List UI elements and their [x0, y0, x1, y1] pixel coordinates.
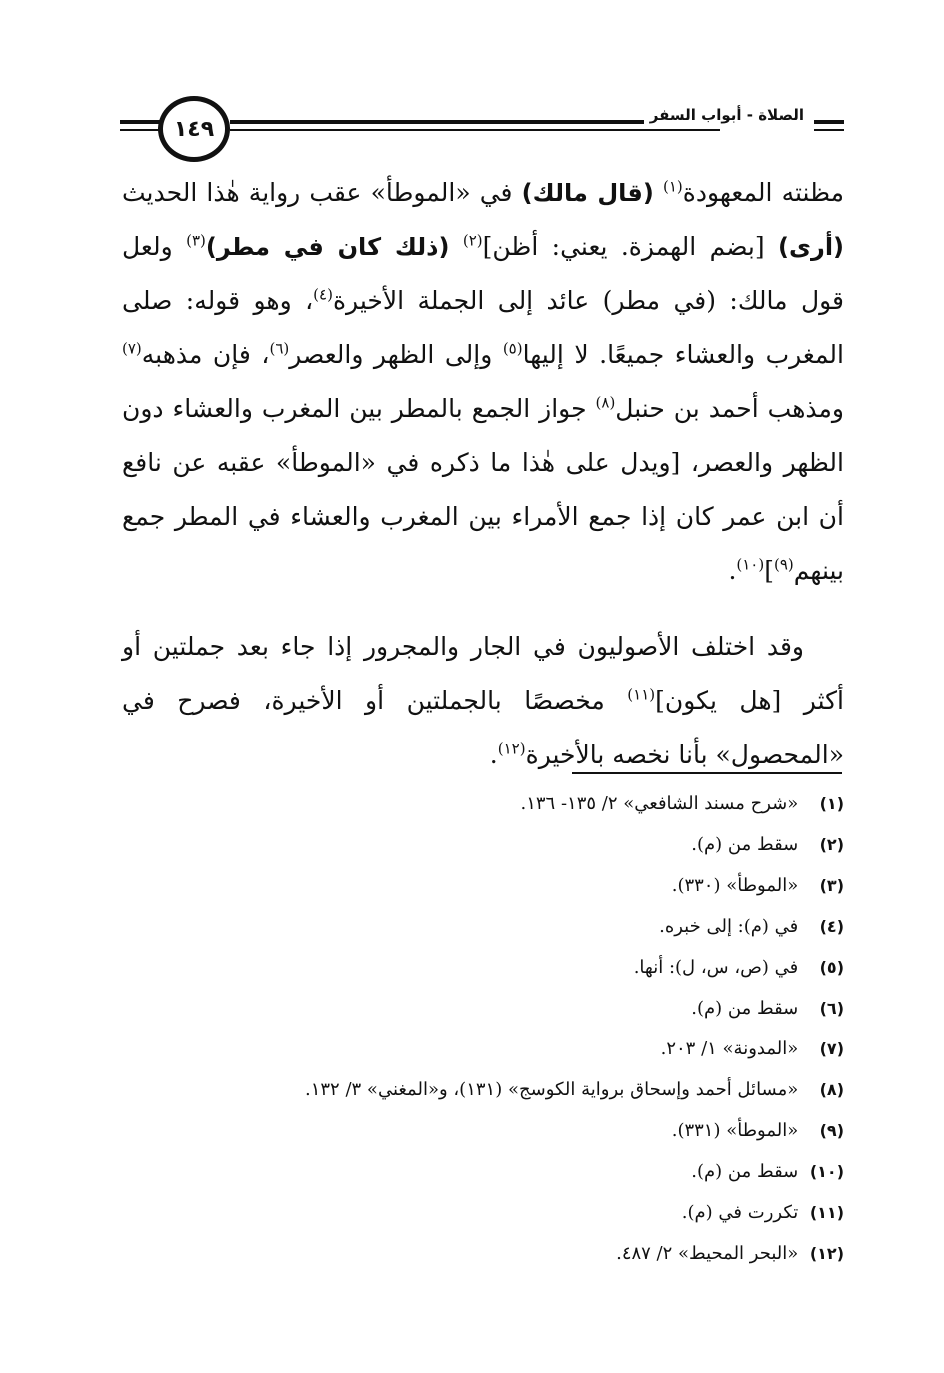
header-rule — [120, 129, 160, 131]
footnote-item — [122, 907, 844, 948]
text-run: مظنته المعهودة — [682, 178, 844, 207]
text-run: [بضم الهمزة. يعني: أظن] — [482, 232, 779, 261]
footnote-number: (٤) — [819, 916, 844, 936]
footnote-number: (٢) — [819, 834, 844, 854]
text-run: ومذهب أحمد بن حنبل — [615, 394, 844, 423]
footnote-item — [122, 1111, 844, 1152]
footnote-ref-9: (٩) — [774, 555, 794, 574]
footnote-ref-3: (٣) — [186, 231, 206, 250]
text-run: جواز الجمع بالمطر بين المغرب والعشاء دون الظهر والعصر، [ويدل على هٰذا ما ذكره في «الموطأ» عقبه عن نافع أن ابن عمر كان إذا جمع الأمراء بين المغرب والعشاء في المطر جمع بينهم — [122, 394, 844, 585]
footnote-item — [122, 948, 844, 989]
footnote-ref-1: (١) — [662, 177, 683, 196]
text-run: ، وهو قوله: صلى المغرب والعشاء جميعًا. لا إليها — [122, 286, 844, 369]
footnote-text: سقط من (م). — [691, 833, 799, 855]
footnote-item — [122, 866, 844, 907]
footnote-ref-11: (١١) — [627, 685, 656, 704]
footnote-text: «المدونة» ١/ ٢٠٣. — [660, 1038, 799, 1060]
footnote-number: (١٢) — [809, 1243, 844, 1263]
footnote-number: (٦) — [819, 998, 844, 1018]
footnote-ref-7: (٧) — [122, 339, 142, 358]
footnote-ref-8: (٨) — [595, 393, 616, 412]
footnote-ref-5: (٥) — [502, 339, 523, 358]
header-rule — [814, 129, 844, 131]
footnote-ref-2: (٢) — [462, 231, 483, 250]
paragraph-1 — [122, 166, 844, 598]
footnote-item — [122, 1193, 844, 1234]
footnote-number: (١٠) — [809, 1162, 844, 1182]
footnote-text: «مسائل أحمد وإسحاق برواية الكوسج» (١٣١)، و«المغني» ٣/ ١٣٢. — [304, 1079, 799, 1101]
main-text — [122, 166, 844, 782]
header-rule — [120, 120, 160, 124]
text-run: وإلى الظهر والعصر — [289, 340, 503, 369]
footnote-item — [122, 1234, 844, 1275]
footnote-number: (٣) — [819, 875, 844, 895]
footnote-text: سقط من (م). — [691, 1161, 799, 1183]
bold-phrase-dhalika: (ذلك كان في مطر) — [205, 233, 450, 261]
text-run: في «الموطأ» عقب رواية هٰذا الحديث — [122, 178, 522, 207]
footnote-text: في (م): إلى خبره. — [659, 915, 799, 937]
footnote-text: «البحر المحيط» ٢/ ٤٨٧. — [616, 1242, 799, 1264]
footnote-number: (١) — [819, 794, 844, 813]
footnote-text: سقط من (م). — [691, 997, 799, 1019]
paragraph-2 — [122, 620, 844, 782]
text-run: ، فإن مذهبه — [141, 340, 270, 369]
footnote-text: «شرح مسند الشافعي» ٢/ ١٣٥- ١٣٦. — [520, 793, 799, 814]
footnote-ref-10: (١٠) — [736, 555, 765, 574]
text-run: ] — [764, 556, 774, 585]
footnote-number: (٧) — [819, 1039, 844, 1059]
bold-phrase-qala-malik: (قال مالك) — [521, 179, 654, 207]
footnote-item — [122, 1029, 844, 1070]
footnote-separator — [572, 772, 842, 774]
text-run: مخصصًا بالجملتين أو الأخيرة، فصرح في «المحصول» بأنا نخصه بالأخيرة — [122, 686, 844, 769]
footnote-number: (١١) — [809, 1203, 844, 1223]
footnote-text: «الموطأ» (٣٣٠). — [671, 874, 799, 896]
page-header — [120, 96, 844, 160]
footnote-ref-12: (١٢) — [497, 739, 526, 758]
footnote-text: في (ص، س، ل): أنها. — [633, 956, 799, 978]
running-title: الصلاة - أبواب السفر — [644, 106, 810, 124]
footnote-number: (٨) — [819, 1080, 844, 1100]
footnote-item — [122, 989, 844, 1030]
footnote-item — [122, 784, 844, 825]
footnotes-list — [122, 784, 844, 1275]
text-run: . — [489, 740, 498, 769]
header-rule — [230, 129, 720, 131]
text-run: وقد اختلف الأصوليون في الجار والمجرور إذا جاء بعد جملتين أو أكثر [هل يكون] — [122, 632, 844, 715]
footnote-item — [122, 1152, 844, 1193]
footnote-number: (٥) — [819, 957, 844, 977]
header-rule — [814, 120, 844, 124]
text-run: . — [728, 556, 737, 585]
footnote-text: «الموطأ» (٣٣١). — [671, 1120, 799, 1142]
bold-phrase-ara: (أرى) — [778, 233, 845, 261]
footnote-number: (٩) — [819, 1121, 844, 1141]
footnote-item — [122, 825, 844, 866]
footnote-ref-6: (٦) — [269, 339, 290, 358]
page-number-text: ١٤٩ — [173, 116, 215, 142]
footnote-item — [122, 1070, 844, 1111]
text-run: ولعل قول مالك: (في مطر) عائد إلى الجملة الأخيرة — [122, 232, 844, 315]
footnote-text: تكررت في (م). — [681, 1202, 799, 1224]
footnote-ref-4: (٤) — [313, 285, 333, 304]
page-number — [158, 96, 230, 162]
